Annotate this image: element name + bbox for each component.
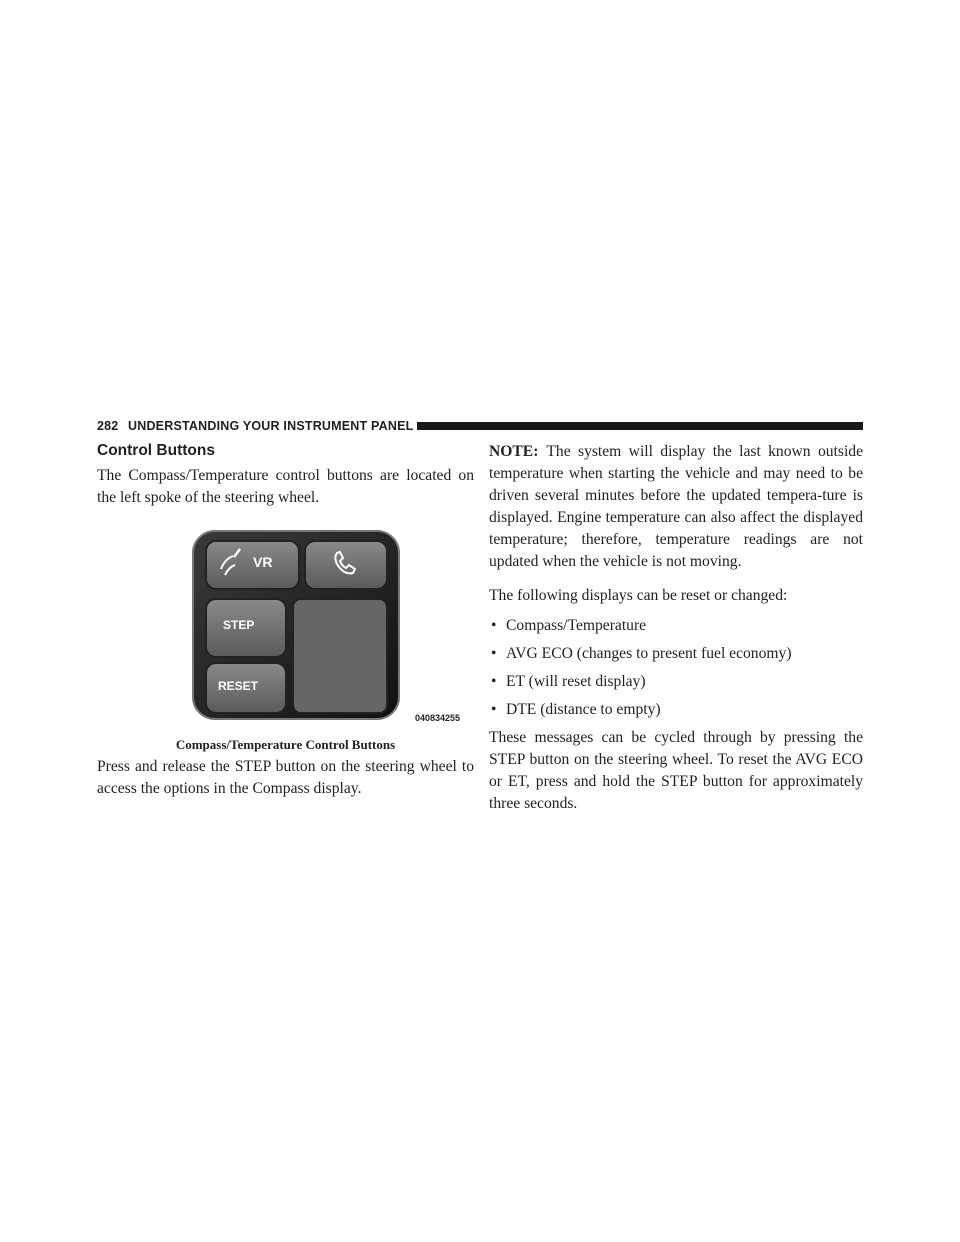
closing-paragraph: These messages can be cycled through by pressing the STEP button on the steering wheel. To reset the AVG ECO or ET, press and hold the STEP button for approximately three seconds. [489,729,863,812]
control-buttons-illustration [97,517,474,734]
image-code: 040834255 [415,713,461,723]
step-instructions: Press and release the STEP button on the steering wheel to access the options in the Compass display. [97,758,474,797]
note-paragraph [489,441,863,573]
control-buttons-figure [97,517,474,734]
section-title: UNDERSTANDING YOUR INSTRUMENT PANEL [128,419,414,433]
section-heading: Control Buttons [97,442,215,459]
list-item: • AVG ECO (changes to present fuel economy) [489,643,863,665]
list-item: • ET (will reset display) [489,671,863,693]
list-item: • DTE (distance to empty) [489,699,863,721]
display-options-list [489,615,863,721]
left-column [97,441,474,800]
intro-paragraph: The Compass/Temperature control buttons are located on the left spoke of the steering wheel. [97,467,474,506]
right-column [489,441,863,815]
note-label: NOTE: [489,443,539,460]
list-item: • Compass/Temperature [489,615,863,637]
list-intro: The following displays can be reset or changed: [489,587,788,604]
reset-button-label: RESET [218,679,259,693]
header-rule [417,422,863,430]
page-header [97,418,863,434]
vr-button-label: VR [253,554,273,570]
figure-caption: Compass/Temperature Control Buttons [175,737,396,752]
note-text: The system will display the last known outside temperature when starting the vehicle and may need to be driven several minutes before the updated tempera-ture is displayed. Engine temperature can also affect the displayed temperature; therefore, temperature readings are not updated when the vehicle is not moving. [489,443,863,570]
page-number: 282 [97,419,119,433]
step-button-label: STEP [223,618,255,632]
